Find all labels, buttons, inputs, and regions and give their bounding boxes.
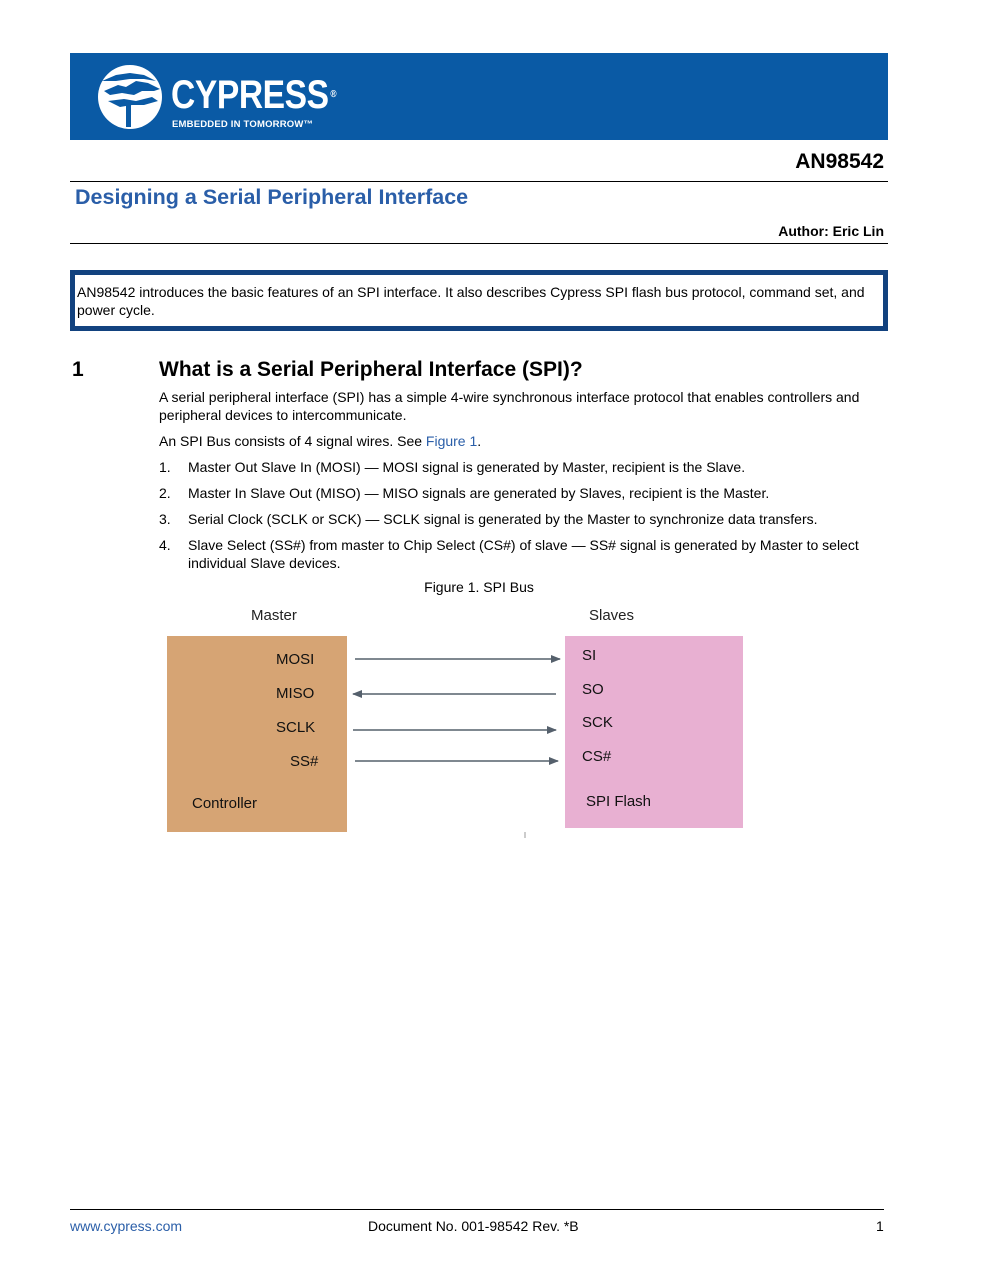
footer-document-number: Document No. 001-98542 Rev. *B [368,1218,579,1234]
pin-cs: CS# [582,748,612,765]
pin-sclk: SCLK [276,719,316,736]
page-title: Designing a Serial Peripheral Interface [75,185,469,209]
page-number: 1 [876,1218,884,1234]
document-number: AN98542 [795,150,884,173]
spi-flash-label: SPI Flash [586,793,652,810]
figure-caption: Figure 1. SPI Bus [424,579,534,595]
section-title: What is a Serial Peripheral Interface (SPI)? [159,358,583,381]
list-item-number: 2. [159,485,171,501]
abstract-box [70,270,888,331]
title-rule-bottom [70,243,888,244]
pin-si: SI [582,647,597,664]
brand-wordmark: CYPRESS ® [171,73,337,117]
section-number: 1 [72,358,84,381]
brand-tagline: EMBEDDED IN TOMORROW™ [172,119,314,130]
section-paragraph-figure-ref: An SPI Bus consists of 4 signal wires. See Figure 1. [159,433,482,449]
author: Author: Eric Lin [778,223,884,239]
list-item-number: 3. [159,511,171,527]
section-paragraph: A serial peripheral interface (SPI) has a simple 4-wire synchronous interface protocol that enables controllers and peripheral devices to intercommunicate. [159,389,860,423]
pin-miso: MISO [276,685,315,702]
slaves-label: Slaves [589,607,635,624]
list-item: Master In Slave Out (MISO) — MISO signals are generated by Slaves, recipient is the Master. [188,485,770,501]
footer-website-link[interactable]: www.cypress.com [70,1218,183,1234]
pin-sck: SCK [582,714,613,731]
footer-rule [70,1209,884,1210]
figure-1-link[interactable]: Figure 1 [425,433,478,449]
pin-so: SO [582,681,604,698]
list-item-number: 4. [159,537,171,553]
title-rule-top [70,181,888,182]
abstract-text: AN98542 introduces the basic features of an SPI interface. It also describes Cypress SPI flash bus protocol, command set, and power cycle. [77,284,865,318]
pin-mosi: MOSI [276,651,315,668]
master-label: Master [251,607,297,624]
list-item-number: 1. [159,459,171,475]
cypress-tree-logo-icon [96,61,168,131]
controller-label: Controller [192,795,258,812]
pin-ss: SS# [290,753,319,770]
list-item: Master Out Slave In (MOSI) — MOSI signal is generated by Master, recipient is the Slave. [188,459,746,475]
header-band [70,53,888,140]
cypress-logo [96,61,336,131]
list-item: Serial Clock (SCLK or SCK) — SCLK signal is generated by the Master to synchronize data transfers. [188,511,818,527]
list-item: Slave Select (SS#) from master to Chip Select (CS#) of slave — SS# signal is generated by Master to select individual Slave devices. [188,537,859,571]
